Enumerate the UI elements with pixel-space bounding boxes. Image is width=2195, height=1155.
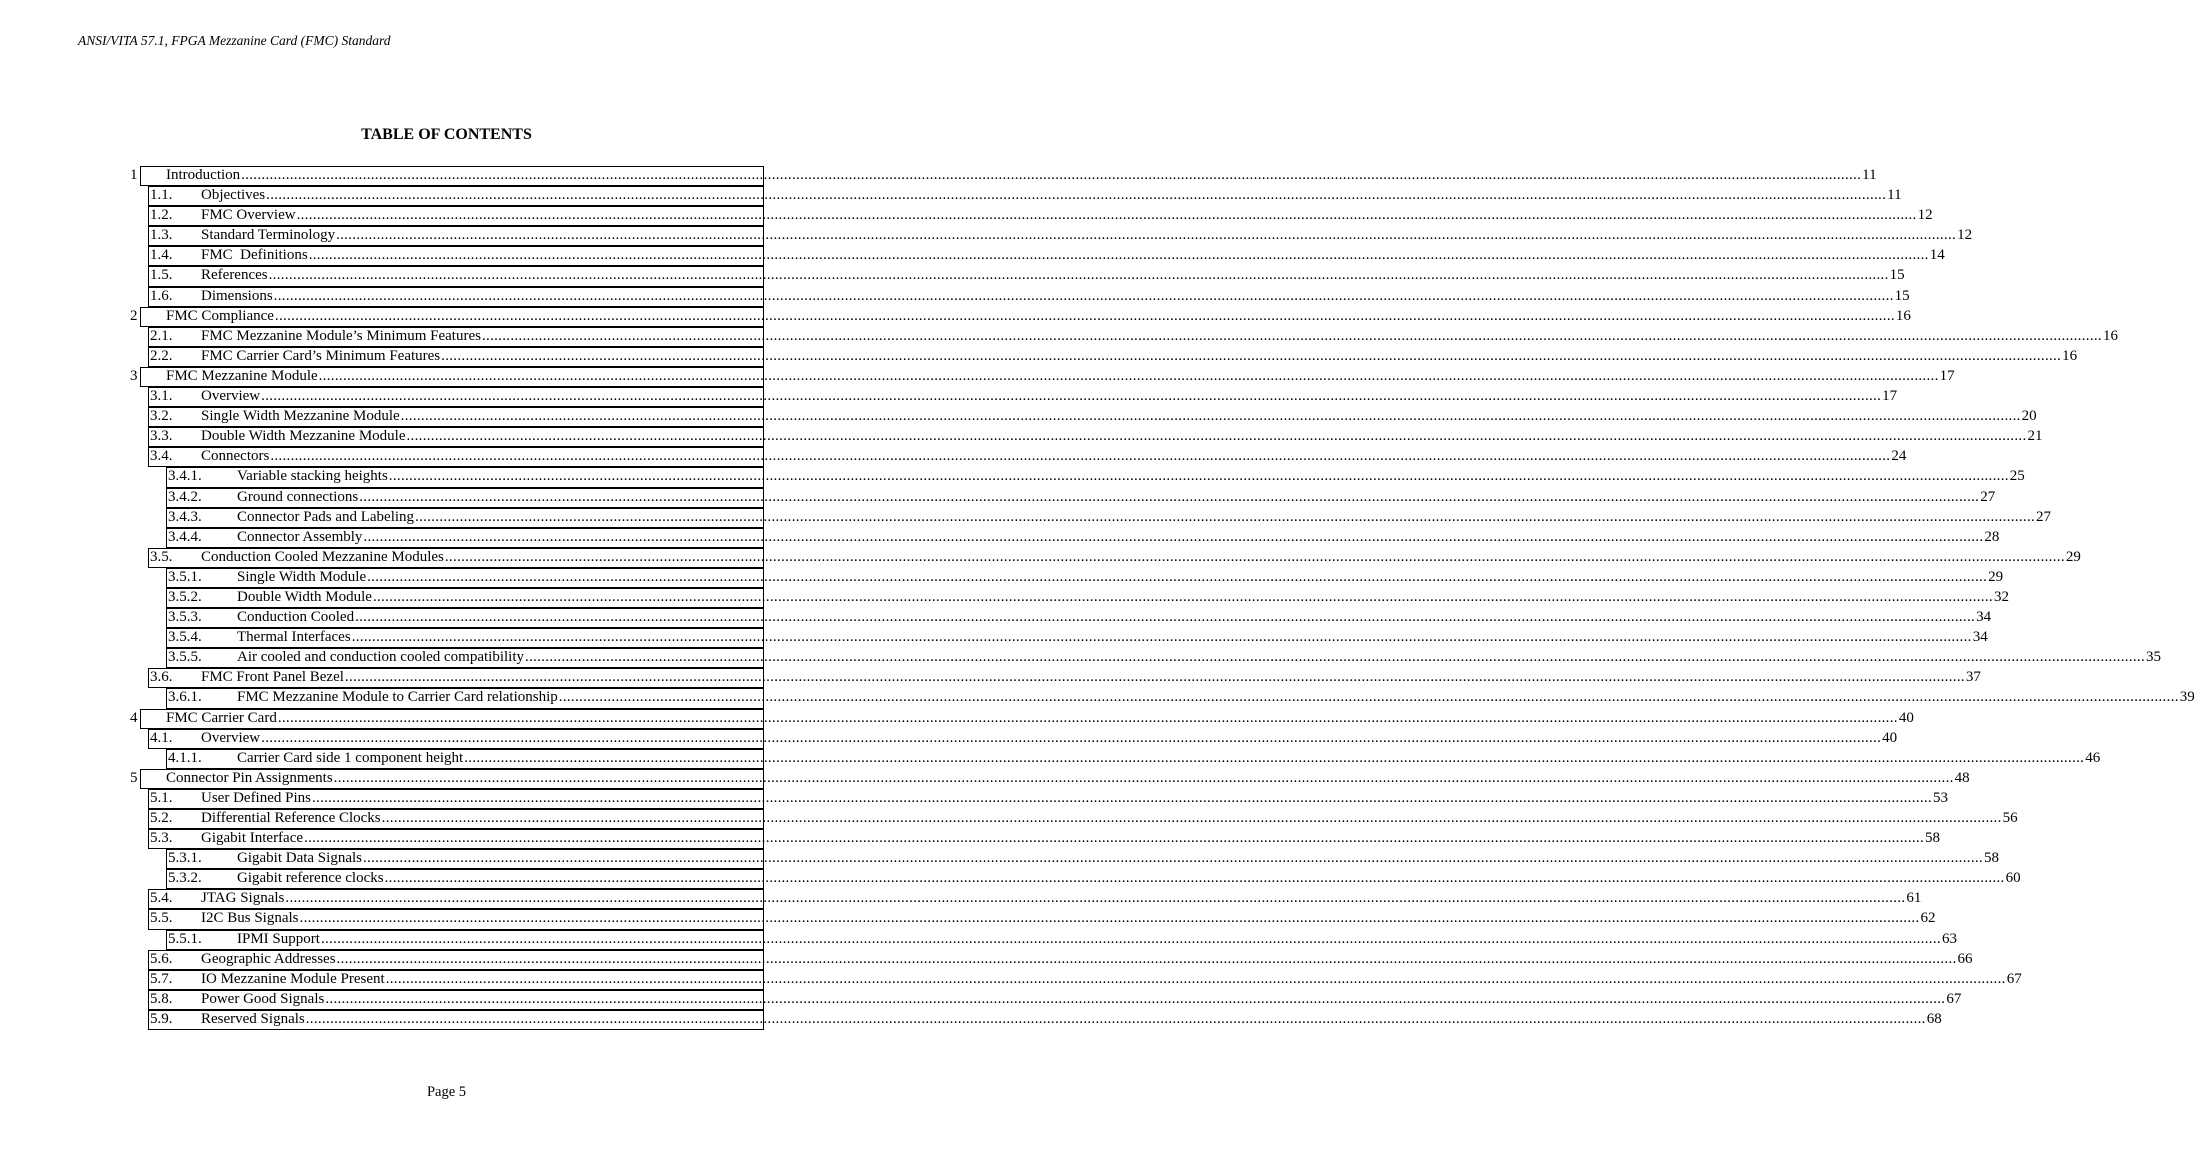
toc-entry-number: 5 xyxy=(130,769,138,786)
toc-entry-title: Ground connections xyxy=(237,488,359,505)
toc-entry-number: 3 xyxy=(130,367,138,384)
toc-entry-number: 1.6. xyxy=(150,287,173,304)
toc-entry[interactable] xyxy=(166,508,2052,528)
toc-entry[interactable] xyxy=(148,387,1898,407)
toc-entry-title: Power Good Signals xyxy=(201,990,325,1007)
toc-entry-page: 17 xyxy=(1939,367,1955,384)
toc-entry[interactable] xyxy=(148,347,2078,367)
dot-leader: ................................................................................................................................................................................................................................................................................................................................................................................................................ xyxy=(362,850,1983,867)
toc-entry-line xyxy=(166,769,1970,788)
toc-entry[interactable] xyxy=(166,528,2000,548)
toc-entry-title: JTAG Signals xyxy=(201,890,285,907)
toc-entry[interactable] xyxy=(148,548,2081,568)
toc-entry-title: Dimensions xyxy=(201,287,273,304)
dot-leader: ................................................................................................................................................................................................................................................................................................................................................................................................................ xyxy=(241,167,1862,183)
toc-entry-number: 1.1. xyxy=(150,187,173,204)
toc-entry-page: 34 xyxy=(1972,629,1988,646)
dot-leader: ................................................................................................................................................................................................................................................................................................................................................................................................................ xyxy=(384,870,2005,887)
toc-entry[interactable] xyxy=(130,367,1955,387)
toc-entry-line xyxy=(237,849,1999,868)
toc-entry[interactable] xyxy=(166,568,2004,588)
toc-entry[interactable] xyxy=(166,628,1988,648)
toc-entry[interactable] xyxy=(166,749,2101,769)
toc-entry[interactable] xyxy=(166,688,2195,708)
toc-entry-number: 4.1. xyxy=(150,729,173,746)
toc-entry-page: 32 xyxy=(1993,588,2009,605)
toc-entry-title: FMC Mezzanine Module to Carrier Card relationship xyxy=(237,689,558,706)
toc-entry-line xyxy=(201,347,2078,366)
dot-leader: ................................................................................................................................................................................................................................................................................................................................................................................................................ xyxy=(305,1010,1926,1027)
toc-entry-line xyxy=(237,588,2009,607)
toc-entry-number: 3.4.4. xyxy=(168,528,202,545)
table-of-contents xyxy=(130,166,2195,1030)
toc-entry-page: 25 xyxy=(2009,468,2025,485)
toc-entry-page: 66 xyxy=(1957,950,1973,967)
toc-entry-number: 3.6. xyxy=(150,669,173,686)
dot-leader: ................................................................................................................................................................................................................................................................................................................................................................................................................ xyxy=(336,950,1957,967)
toc-entry-page: 14 xyxy=(1929,247,1945,264)
dot-leader: ................................................................................................................................................................................................................................................................................................................................................................................................................ xyxy=(266,187,1887,204)
toc-entry-line xyxy=(201,287,1910,306)
toc-entry-number: 5.7. xyxy=(150,970,173,987)
dot-leader: ................................................................................................................................................................................................................................................................................................................................................................................................................ xyxy=(268,267,1889,284)
toc-entry-page: 67 xyxy=(1946,990,1962,1007)
toc-entry-number: 5.3.2. xyxy=(168,870,202,887)
toc-entry-page: 48 xyxy=(1954,769,1970,786)
dot-leader: ................................................................................................................................................................................................................................................................................................................................................................................................................ xyxy=(333,769,1954,786)
toc-entry-number: 3.5.2. xyxy=(168,588,202,605)
toc-entry-number: 3.4.2. xyxy=(168,488,202,505)
dot-leader: ................................................................................................................................................................................................................................................................................................................................................................................................................ xyxy=(344,669,1965,686)
toc-entry-title: FMC Carrier Card xyxy=(166,709,277,726)
toc-entry-title: Double Width Mezzanine Module xyxy=(201,428,406,445)
toc-entry-number: 3.5.5. xyxy=(168,649,202,666)
toc-entry-line xyxy=(201,266,1905,285)
toc-entry-page: 29 xyxy=(2065,548,2081,565)
toc-entry-page: 11 xyxy=(1887,187,1902,204)
toc-entry-page: 53 xyxy=(1932,789,1948,806)
dot-leader: ................................................................................................................................................................................................................................................................................................................................................................................................................ xyxy=(318,367,1939,384)
toc-entry-line xyxy=(201,246,1945,265)
dot-leader: ................................................................................................................................................................................................................................................................................................................................................................................................................ xyxy=(558,689,2179,706)
toc-entry-title: Air cooled and conduction cooled compatibility xyxy=(237,649,525,666)
toc-entry-title: Objectives xyxy=(201,187,266,204)
toc-entry[interactable] xyxy=(130,307,1911,327)
toc-entry-page: 16 xyxy=(2062,347,2078,364)
toc-entry[interactable] xyxy=(148,990,1962,1010)
toc-entry-page: 39 xyxy=(2179,689,2195,706)
dot-leader: ................................................................................................................................................................................................................................................................................................................................................................................................................ xyxy=(355,609,1976,626)
toc-entry-page: 37 xyxy=(1965,669,1981,686)
toc-entry-number: 2 xyxy=(130,307,138,324)
dot-leader: ................................................................................................................................................................................................................................................................................................................................................................................................................ xyxy=(336,227,1957,244)
toc-entry-page: 40 xyxy=(1898,709,1914,726)
toc-entry-title: IPMI Support xyxy=(237,930,320,947)
toc-entry-number: 2.1. xyxy=(150,327,173,344)
toc-entry-title: Double Width Module xyxy=(237,588,372,605)
toc-entry-line xyxy=(237,930,1957,949)
toc-entry-page: 15 xyxy=(1894,287,1910,304)
toc-entry-title: FMC Compliance xyxy=(166,307,274,324)
dot-leader: ................................................................................................................................................................................................................................................................................................................................................................................................................ xyxy=(400,408,2021,425)
toc-entry-line xyxy=(237,628,1988,647)
dot-leader: ................................................................................................................................................................................................................................................................................................................................................................................................................ xyxy=(481,327,2102,344)
toc-entry-title: FMC Mezzanine Module’s Minimum Features xyxy=(201,327,481,344)
toc-entry-title: Gigabit Interface xyxy=(201,830,304,847)
toc-entry-number: 3.4.3. xyxy=(168,508,202,525)
toc-entry[interactable] xyxy=(148,226,1973,246)
dot-leader: ................................................................................................................................................................................................................................................................................................................................................................................................................ xyxy=(273,287,1894,304)
dot-leader: ................................................................................................................................................................................................................................................................................................................................................................................................................ xyxy=(415,508,2036,525)
toc-entry[interactable] xyxy=(166,588,2009,608)
toc-entry-number: 2.2. xyxy=(150,347,173,364)
toc-entry-line xyxy=(237,528,2000,547)
toc-entry-page: 29 xyxy=(1988,568,2004,585)
toc-entry-number: 3.3. xyxy=(150,428,173,445)
dot-leader: ................................................................................................................................................................................................................................................................................................................................................................................................................ xyxy=(441,347,2062,364)
dot-leader: ................................................................................................................................................................................................................................................................................................................................................................................................................ xyxy=(261,729,1882,746)
toc-entry-line xyxy=(201,226,1973,245)
toc-entry[interactable] xyxy=(130,709,1914,729)
toc-entry-line xyxy=(201,789,1948,808)
toc-entry[interactable] xyxy=(148,407,2037,427)
toc-entry[interactable] xyxy=(148,186,1902,206)
toc-entry-title: FMC Overview xyxy=(201,207,296,224)
toc-entry-title: Single Width Mezzanine Module xyxy=(201,408,400,425)
toc-entry-page: 12 xyxy=(1917,207,1933,224)
toc-entry-page: 28 xyxy=(1984,528,2000,545)
toc-entry-title: Introduction xyxy=(166,167,241,183)
toc-entry-number: 5.5. xyxy=(150,910,173,927)
toc-entry[interactable] xyxy=(148,950,1973,970)
toc-entry[interactable] xyxy=(130,166,1877,186)
toc-entry-line xyxy=(201,729,1898,748)
toc-entry[interactable] xyxy=(148,447,1907,467)
dot-leader: ................................................................................................................................................................................................................................................................................................................................................................................................................ xyxy=(444,548,2065,565)
toc-entry-page: 58 xyxy=(1925,830,1941,847)
dot-leader: ................................................................................................................................................................................................................................................................................................................................................................................................................ xyxy=(388,468,2009,485)
toc-entry-line xyxy=(166,166,1877,185)
toc-entry-title: Differential Reference Clocks xyxy=(201,810,381,826)
toc-entry-page: 27 xyxy=(1980,488,1996,505)
toc-entry-number: 5.5.1. xyxy=(168,930,202,947)
toc-entry[interactable] xyxy=(166,869,2021,889)
running-header: ANSI/VITA 57.1, FPGA Mezzanine Card (FMC) Standard xyxy=(78,33,391,48)
toc-entry-title: IO Mezzanine Module Present xyxy=(201,970,385,987)
toc-heading: TABLE OF CONTENTS xyxy=(361,126,532,143)
toc-entry-line xyxy=(237,568,2004,587)
toc-entry-title: Single Width Module xyxy=(237,568,367,585)
toc-entry-page: 35 xyxy=(2146,649,2162,666)
toc-entry-page: 21 xyxy=(2027,428,2043,445)
toc-entry[interactable] xyxy=(166,648,2162,668)
toc-entry-number: 3.4. xyxy=(150,448,173,465)
toc-entry-line xyxy=(201,427,2043,446)
toc-entry-number: 3.4.1. xyxy=(168,468,202,485)
dot-leader: ................................................................................................................................................................................................................................................................................................................................................................................................................ xyxy=(325,990,1946,1007)
toc-entry-line xyxy=(201,1010,1942,1029)
toc-entry-page: 12 xyxy=(1957,227,1973,244)
toc-entry-page: 67 xyxy=(2006,970,2022,987)
toc-entry-line xyxy=(237,488,1996,507)
toc-entry-line xyxy=(201,950,1973,969)
toc-entry-title: Geographic Addresses xyxy=(201,950,336,967)
dot-leader: ................................................................................................................................................................................................................................................................................................................................................................................................................ xyxy=(464,749,2085,766)
toc-entry-number: 3.5.4. xyxy=(168,629,202,646)
toc-entry[interactable] xyxy=(166,930,1957,950)
toc-entry[interactable] xyxy=(148,287,1910,307)
toc-entry-number: 5.8. xyxy=(150,990,173,1007)
toc-entry-line xyxy=(201,447,1907,466)
dot-leader: ................................................................................................................................................................................................................................................................................................................................................................................................................ xyxy=(285,890,1906,907)
toc-entry[interactable] xyxy=(166,488,1996,508)
toc-entry-line xyxy=(201,206,1933,225)
toc-entry-page: 34 xyxy=(1976,609,1992,626)
dot-leader: ................................................................................................................................................................................................................................................................................................................................................................................................................ xyxy=(372,588,1993,605)
toc-entry-title: Connector Pin Assignments xyxy=(166,769,333,786)
toc-entry-number: 1.2. xyxy=(150,207,173,224)
toc-entry-title: Connectors xyxy=(201,448,270,465)
dot-leader: ................................................................................................................................................................................................................................................................................................................................................................................................................ xyxy=(385,970,2006,987)
toc-entry-line xyxy=(237,869,2021,888)
toc-entry-page: 68 xyxy=(1926,1010,1942,1027)
toc-entry-title: Conduction Cooled xyxy=(237,609,355,626)
dot-leader: ................................................................................................................................................................................................................................................................................................................................................................................................................ xyxy=(270,448,1891,465)
toc-entry-title: Overview xyxy=(201,388,261,405)
toc-entry-title: Variable stacking heights xyxy=(237,468,388,485)
dot-leader: ................................................................................................................................................................................................................................................................................................................................................................................................................ xyxy=(359,488,1980,505)
toc-entry-number: 1 xyxy=(130,167,138,183)
toc-entry-title: Thermal Interfaces xyxy=(237,629,351,646)
toc-entry-number: 5.4. xyxy=(150,890,173,907)
toc-entry-page: 62 xyxy=(1920,910,1936,927)
toc-entry[interactable] xyxy=(148,206,1933,226)
toc-entry-number: 4.1.1. xyxy=(168,749,202,766)
toc-entry-number: 3.5.1. xyxy=(168,568,202,585)
toc-entry[interactable] xyxy=(148,327,2118,347)
toc-entry-line xyxy=(201,407,2037,426)
toc-entry-number: 5.3. xyxy=(150,830,173,847)
toc-entry-line xyxy=(237,608,1992,627)
toc-entry-page: 63 xyxy=(1941,930,1957,947)
toc-entry-number: 1.5. xyxy=(150,267,173,284)
toc-entry-number: 1.4. xyxy=(150,247,173,264)
toc-entry-page: 16 xyxy=(1895,307,1911,324)
toc-entry-line xyxy=(166,307,1911,326)
dot-leader: ................................................................................................................................................................................................................................................................................................................................................................................................................ xyxy=(277,709,1898,726)
toc-entry-title: FMC Carrier Card’s Minimum Features xyxy=(201,347,441,364)
toc-entry-line xyxy=(237,688,2195,707)
toc-entry-line xyxy=(201,889,1922,908)
toc-entry[interactable] xyxy=(148,729,1898,749)
toc-entry-title: Reserved Signals xyxy=(201,1010,305,1027)
toc-entry-title: Connector Pads and Labeling xyxy=(237,508,415,525)
toc-entry-number: 3.5.3. xyxy=(168,609,202,626)
toc-entry-number: 5.2. xyxy=(150,810,173,826)
toc-entry-page: 58 xyxy=(1983,850,1999,867)
toc-entry-title: User Defined Pins xyxy=(201,789,311,806)
toc-entry[interactable] xyxy=(148,829,1941,849)
toc-entry[interactable] xyxy=(148,809,2018,829)
toc-entry-page: 17 xyxy=(1882,388,1898,405)
toc-entry-page: 60 xyxy=(2005,870,2021,887)
toc-entry-number: 5.9. xyxy=(150,1010,173,1027)
toc-entry-page: 61 xyxy=(1906,890,1922,907)
dot-leader: ................................................................................................................................................................................................................................................................................................................................................................................................................ xyxy=(274,307,1895,324)
toc-entry-line xyxy=(237,648,2162,667)
dot-leader: ................................................................................................................................................................................................................................................................................................................................................................................................................ xyxy=(363,528,1984,545)
toc-entry-number: 3.6.1. xyxy=(168,689,202,706)
toc-entry-line xyxy=(237,749,2101,768)
toc-entry[interactable] xyxy=(148,789,1948,809)
dot-leader: ................................................................................................................................................................................................................................................................................................................................................................................................................ xyxy=(320,930,1941,947)
toc-entry-line xyxy=(201,327,2118,346)
toc-entry-line xyxy=(237,467,2025,486)
toc-entry-title: References xyxy=(201,267,268,284)
dot-leader: ................................................................................................................................................................................................................................................................................................................................................................................................................ xyxy=(525,649,2146,666)
toc-entry[interactable] xyxy=(148,1010,1942,1030)
toc-entry-page: 46 xyxy=(2085,749,2101,766)
toc-entry-title: FMC Mezzanine Module xyxy=(166,367,318,384)
toc-entry-number: 4 xyxy=(130,709,138,726)
toc-entry-title: Gigabit Data Signals xyxy=(237,850,362,867)
toc-entry-title: Conduction Cooled Mezzanine Modules xyxy=(201,548,444,565)
toc-entry[interactable] xyxy=(148,909,1936,929)
toc-entry[interactable] xyxy=(130,769,1970,789)
toc-entry[interactable] xyxy=(148,970,2022,990)
toc-entry-page: 27 xyxy=(2036,508,2052,525)
toc-entry-line xyxy=(166,367,1955,386)
toc-entry-page: 20 xyxy=(2021,408,2037,425)
toc-entry-line xyxy=(201,186,1902,205)
toc-entry-line xyxy=(201,970,2022,989)
dot-leader: ................................................................................................................................................................................................................................................................................................................................................................................................................ xyxy=(311,789,1932,806)
toc-entry[interactable] xyxy=(148,427,2043,447)
toc-entry-line xyxy=(201,909,1936,928)
toc-entry-number: 5.3.1. xyxy=(168,850,202,867)
toc-entry-title: Overview xyxy=(201,729,261,746)
dot-leader: ................................................................................................................................................................................................................................................................................................................................................................................................................ xyxy=(304,830,1925,847)
toc-entry-number: 3.2. xyxy=(150,408,173,425)
toc-entry-line xyxy=(201,668,1981,687)
toc-entry[interactable] xyxy=(148,889,1922,909)
toc-entry-title: Gigabit reference clocks xyxy=(237,870,384,887)
toc-entry-title: Standard Terminology xyxy=(201,227,336,244)
toc-entry-number: 5.6. xyxy=(150,950,173,967)
toc-entry-page: 16 xyxy=(2102,327,2118,344)
toc-entry-number: 3.5. xyxy=(150,548,173,565)
toc-entry-number: 3.1. xyxy=(150,388,173,405)
toc-entry-line xyxy=(201,387,1898,406)
toc-entry-title: I2C Bus Signals xyxy=(201,910,299,927)
toc-entry-title: FMC Definitions xyxy=(201,247,308,264)
dot-leader: ................................................................................................................................................................................................................................................................................................................................................................................................................ xyxy=(308,247,1929,264)
toc-entry[interactable] xyxy=(166,467,2025,487)
toc-entry-number: 5.1. xyxy=(150,789,173,806)
toc-entry-line xyxy=(201,829,1941,848)
toc-entry-page: 11 xyxy=(1862,167,1877,183)
dot-leader: ................................................................................................................................................................................................................................................................................................................................................................................................................ xyxy=(381,810,2002,826)
toc-entry-number: 1.3. xyxy=(150,227,173,244)
toc-entry-line xyxy=(201,990,1962,1009)
toc-entry-page: 24 xyxy=(1891,448,1907,465)
dot-leader: ................................................................................................................................................................................................................................................................................................................................................................................................................ xyxy=(299,910,1920,927)
toc-entry[interactable] xyxy=(166,849,1999,869)
toc-entry-page: 15 xyxy=(1889,267,1905,284)
toc-entry-line xyxy=(201,809,2018,828)
dot-leader: ................................................................................................................................................................................................................................................................................................................................................................................................................ xyxy=(367,568,1988,585)
toc-entry-page: 40 xyxy=(1882,729,1898,746)
dot-leader: ................................................................................................................................................................................................................................................................................................................................................................................................................ xyxy=(296,207,1917,224)
toc-entry-title: Connector Assembly xyxy=(237,528,363,545)
toc-entry[interactable] xyxy=(148,668,1981,688)
toc-entry-line xyxy=(201,548,2081,567)
dot-leader: ................................................................................................................................................................................................................................................................................................................................................................................................................ xyxy=(351,629,1972,646)
toc-entry-title: FMC Front Panel Bezel xyxy=(201,669,344,686)
toc-entry-line xyxy=(237,508,2052,527)
page-number-footer: Page 5 xyxy=(426,1084,467,1100)
toc-entry[interactable] xyxy=(148,266,1905,286)
toc-entry-title: Carrier Card side 1 component height xyxy=(237,749,464,766)
dot-leader: ................................................................................................................................................................................................................................................................................................................................................................................................................ xyxy=(261,388,1882,405)
toc-entry[interactable] xyxy=(166,608,1992,628)
toc-entry[interactable] xyxy=(148,246,1945,266)
toc-entry-page: 56 xyxy=(2002,810,2018,826)
toc-entry-line xyxy=(166,709,1914,728)
dot-leader: ................................................................................................................................................................................................................................................................................................................................................................................................................ xyxy=(406,428,2027,445)
